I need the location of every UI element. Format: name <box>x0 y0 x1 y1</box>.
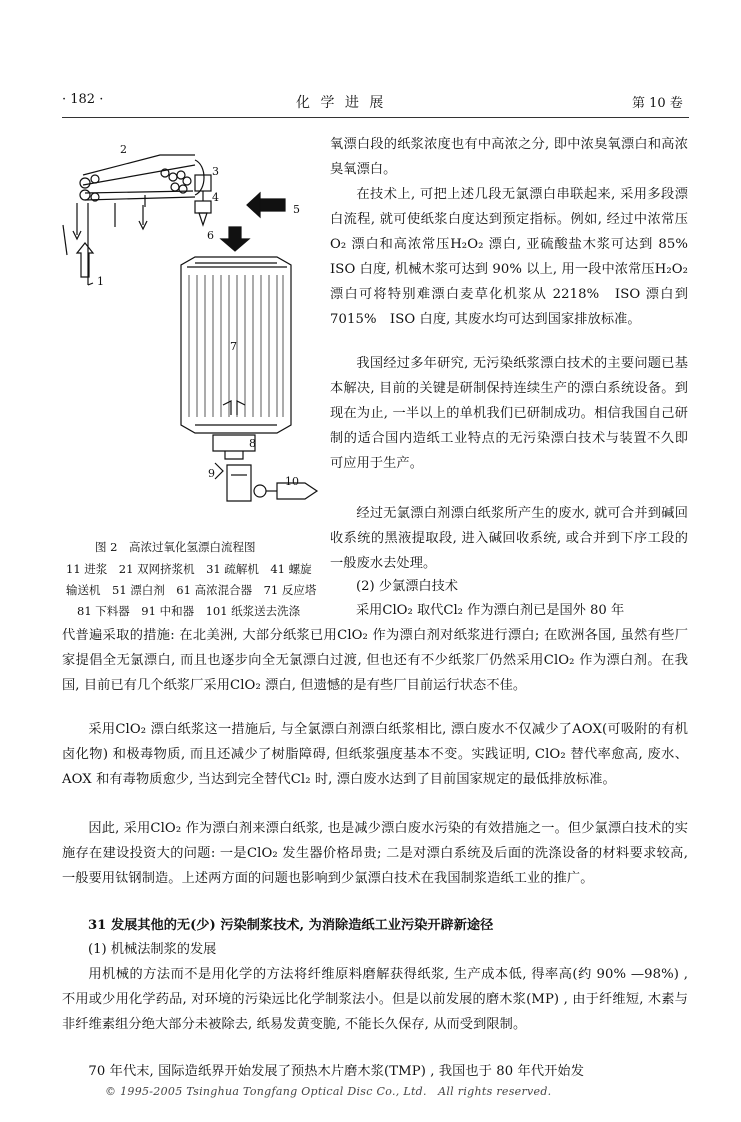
volume-label: 第 10 卷 <box>632 96 683 111</box>
svg-text:6: 6 <box>207 229 214 242</box>
header-rule <box>62 117 689 118</box>
paragraph: 70 年代末, 国际造纸界开始发展了预热木片磨木浆(TMP) , 我国也于 80 年代开始发 <box>88 1064 584 1079</box>
subsection-heading: (1) 机械法制浆的发展 <box>88 942 217 957</box>
figure-legend-line: 11 进浆 21 双网挤浆机 31 疏解机 41 螺旋 <box>66 562 312 576</box>
paragraph: 氧漂白段的纸浆浓度也有中高浓之分, 即中浓臭氧漂白和高浓臭氧漂白。 <box>330 137 688 177</box>
svg-text:3: 3 <box>212 165 219 178</box>
subsection-heading: (2) 少氯漂白技术 <box>356 579 458 594</box>
svg-text:1: 1 <box>97 275 104 288</box>
svg-text:8: 8 <box>249 437 256 450</box>
paragraph: 采用ClO₂ 漂白纸浆这一措施后, 与全氯漂白剂漂白纸浆相比, 漂白废水不仅减少了AOX(可吸附的有机卤化物) 和极毒物质, 而且还减少了树脂障碍, 但纸浆强度基本不变。实践证明, ClO₂ 替代率愈高, 废水、AOX 和有毒物质愈少, 当达到完全替代Cl₂ 时, 漂白废水达到了目前国家规定的最低排放标准。 <box>62 722 688 787</box>
bleaching-flow-diagram <box>55 135 325 530</box>
paragraph: 因此, 采用ClO₂ 作为漂白剂来漂白纸浆, 也是减少漂白废水污染的有效措施之一。但少氯漂白技术的实施存在建设投资大的问题: 一是ClO₂ 发生器价格昂贵; 二是对漂白系统及后面的洗涤设备的材料要求较高, 一般要用钛钢制造。上述两方面的问题也影响到少氯漂白技术在我国制浆造纸工业的推广。 <box>62 821 688 886</box>
journal-title: 化 学 进 展 <box>296 95 387 111</box>
paragraph: 代普遍采取的措施: 在北美洲, 大部分纸浆已用ClO₂ 作为漂白剂对纸浆进行漂白; 在欧洲各国, 虽然有些厂家提倡全无氯漂白, 而且也逐步向全无氯漂白过渡, 但也还有不少纸浆厂仍然采用ClO₂ 作为漂白剂。在我国, 目前已有几个纸浆厂采用ClO₂ 漂白, 但遗憾的是有些厂目前运行状态不佳。 <box>62 628 688 693</box>
svg-text:2: 2 <box>120 143 127 156</box>
svg-text:5: 5 <box>293 203 300 216</box>
figure-legend-line: 输送机 51 漂白剂 61 高浓混合器 71 反应塔 <box>66 583 317 597</box>
paragraph: 在技术上, 可把上述几段无氯漂白串联起来, 采用多段漂白流程, 就可使纸浆白度达到预定指标。例如, 经过中浓常压O₂ 漂白和高浓常压H₂O₂ 漂白, 亚硫酸盐木浆可达到 85% ISO 白度, 机械木浆可达到 90% 以上, 用一段中浓常压H₂O₂ 漂白可将特别难漂白麦草化机浆从 2218% ISO 漂白到 7015% ISO 白度, 其废水均可达到国家排放标准。 <box>330 187 702 327</box>
svg-text:7: 7 <box>230 340 237 353</box>
figure-caption-title: 图 2 高浓过氧化氢漂白流程图 <box>95 540 256 554</box>
paragraph: 用机械的方法而不是用化学的方法将纤维原料磨解获得纸浆, 生产成本低, 得率高(约 90% —98%) , 不用或少用化学药品, 对环境的污染远比化学制浆法小。但是以前发展的磨木浆(MP) , 由于纤维短, 木素与非纤维素组分绝大部分未被除去, 纸易发黄变脆, 不能长久保存, 从而受到限制。 <box>62 967 688 1032</box>
svg-text:4: 4 <box>212 191 219 204</box>
section-heading: 31 发展其他的无(少) 污染制浆技术, 为消除造纸工业污染开辟新途径 <box>88 918 494 933</box>
svg-text:10: 10 <box>285 475 299 488</box>
paragraph: 我国经过多年研究, 无污染纸浆漂白技术的主要问题已基本解决, 目前的关键是研制保持连续生产的漂白系统设备。到现在为止, 一半以上的单机我们已研制成功。相信我国自己研制的适合国内造纸工业特点的无污染漂白技术与装置不久即可应用于生产。 <box>330 356 688 471</box>
paragraph-line: 采用ClO₂ 取代Cl₂ 作为漂白剂已是国外 80 年 <box>356 603 625 618</box>
page-number: · 182 · <box>62 92 104 107</box>
svg-text:9: 9 <box>208 467 215 480</box>
paragraph: 经过无氯漂白剂漂白纸浆所产生的废水, 就可合并到碱回收系统的黑液提取段, 进入碱回收系统, 或合并到下序工段的一般废水去处理。 <box>330 506 688 571</box>
figure-legend-line: 81 下料器 91 中和器 101 纸浆送去洗涤 <box>77 604 301 618</box>
copyright-footer: © 1995-2005 Tsinghua Tongfang Optical Disc Co., Ltd. All rights reserved. <box>105 1085 552 1098</box>
